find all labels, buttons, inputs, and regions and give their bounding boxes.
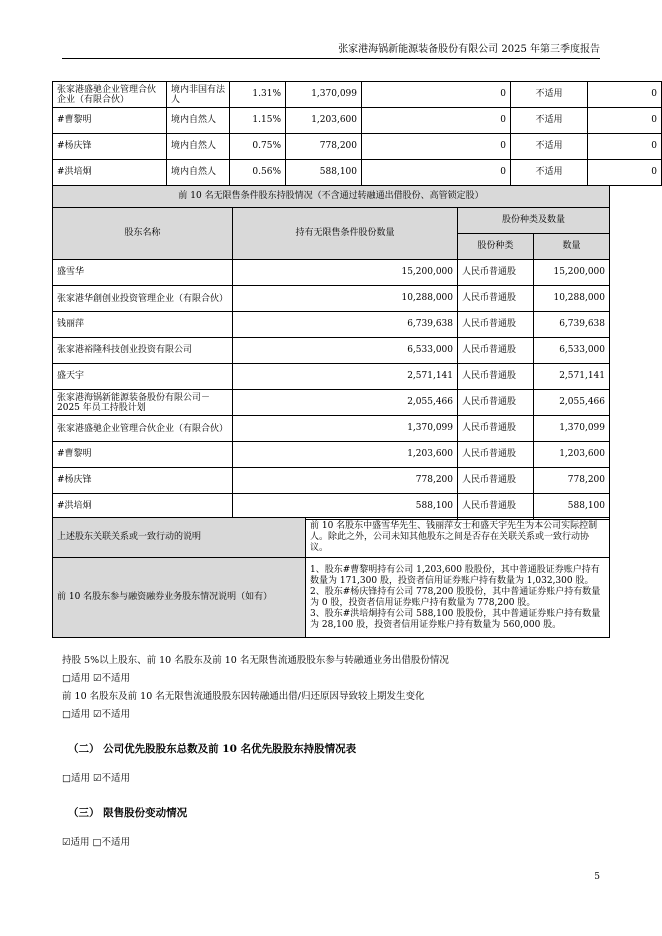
section-2-checkbox: □适用 ☑不适用 [62, 773, 131, 784]
section-3-title: （三） 限售股份变动情况 [68, 807, 188, 819]
holding-ratio: 0.75% [230, 134, 286, 160]
share-type: 人民币普通股 [458, 390, 534, 416]
col-header-qty: 数量 [534, 234, 610, 260]
share-type: 人民币普通股 [458, 338, 534, 364]
shareholder-name: #洪培炯 [53, 494, 233, 520]
col-header-shares: 持有无限售条件股份数量 [233, 208, 458, 260]
margin-item: 1、股东#曹黎明持有公司 1,203,600 股股份，其中普通股证券账户持有数量为 171,300 股，投资者信用证券账户持有数量为 1,032,300 股。 [310, 564, 600, 586]
lending-change-note: 前 10 名股东及前 10 名无限售流通股股东因转融通出借/归还原因导致较上期发生变化 [62, 691, 425, 702]
col-header-name: 股东名称 [53, 208, 233, 260]
pledge-number: 0 [588, 160, 662, 186]
share-qty: 588,100 [534, 494, 610, 520]
share-type: 人民币普通股 [458, 416, 534, 442]
unrestricted-shares: 2,571,141 [233, 364, 458, 390]
holding-shares: 1,370,099 [286, 82, 362, 108]
table-row [53, 134, 662, 160]
table-row [53, 82, 662, 108]
share-qty: 15,200,000 [534, 260, 610, 286]
margin-label: 前 10 名股东参与融资融券业务股东情况说明（如有） [53, 558, 306, 638]
margin-text [306, 558, 610, 638]
shareholder-name: 钱丽萍 [53, 312, 233, 338]
lending-checkbox: □适用 ☑不适用 [62, 673, 131, 684]
lending-note: 持股 5%以上股东、前 10 名股东及前 10 名无限售流通股股东参与转融通业务出借股份情况 [62, 655, 449, 666]
unrestricted-shares: 10,288,000 [233, 286, 458, 312]
shareholder-name: 张家港盛驰企业管理合伙企业（有限合伙） [53, 82, 167, 108]
shareholder-name: 张家港华創创业投资管理企业（有限合伙） [53, 286, 233, 312]
table-title: 前 10 名无限售条件股东持股情况（不含通过转融通出借股份、高管锁定股） [53, 186, 610, 208]
unrestricted-shares: 588,100 [233, 494, 458, 520]
shareholder-name: #杨庆锋 [53, 468, 233, 494]
shareholder-name: 盛雪华 [53, 260, 233, 286]
shareholder-notes-table [52, 517, 610, 638]
shareholder-name: #洪培炯 [53, 160, 167, 186]
restricted-shares: 0 [362, 108, 511, 134]
restricted-shares: 0 [362, 82, 511, 108]
shareholder-name: #杨庆锋 [53, 134, 167, 160]
shareholder-name: #曹黎明 [53, 108, 167, 134]
shareholder-name: #曹黎明 [53, 442, 233, 468]
unrestricted-shares: 778,200 [233, 468, 458, 494]
pledge-state: 不适用 [511, 160, 588, 186]
share-qty: 1,370,099 [534, 416, 610, 442]
col-header-type: 股份种类 [458, 234, 534, 260]
page-header [62, 44, 600, 59]
share-qty: 778,200 [534, 468, 610, 494]
header-title: 张家港海锅新能源装备股份有限公司 2025 年第三季度报告 [338, 44, 600, 55]
table-row [53, 390, 610, 416]
share-qty: 6,739,638 [534, 312, 610, 338]
share-qty: 2,055,466 [534, 390, 610, 416]
share-type: 人民币普通股 [458, 494, 534, 520]
relation-text: 前 10 名股东中盛雪华先生、钱丽萍女士和盛天宇先生为本公司实际控制人。除此之外，公司未知其他股东之间是否存在关联关系或一致行动协议。 [306, 518, 610, 558]
unrestricted-shares: 2,055,466 [233, 390, 458, 416]
restricted-shares: 0 [362, 160, 511, 186]
holding-shares: 588,100 [286, 160, 362, 186]
share-type: 人民币普通股 [458, 468, 534, 494]
table-row [53, 108, 662, 134]
shareholder-name: 张家港裕隆科技创业投资有限公司 [53, 338, 233, 364]
share-qty: 6,533,000 [534, 338, 610, 364]
holding-shares: 778,200 [286, 134, 362, 160]
margin-item: 2、股东#杨庆锋持有公司 778,200 股股份，其中普通证券账户持有数量为 0 股，投资者信用证券账户持有数量为 778,200 股。 [310, 586, 601, 608]
pledge-state: 不适用 [511, 82, 588, 108]
holding-ratio: 1.31% [230, 82, 286, 108]
margin-item: 3、股东#洪培炯持有公司 588,100 股股份，其中普通证券账户持有数量为 28,100 股，投资者信用证券账户持有数量为 560,000 股。 [310, 608, 601, 630]
table-row [53, 416, 610, 442]
shareholder-name: 张家港海锅新能源装备股份有限公司－2025 年员工持股计划 [53, 390, 233, 416]
share-type: 人民币普通股 [458, 286, 534, 312]
lending-change-checkbox: □适用 ☑不适用 [62, 709, 131, 720]
section-2-title: （二） 公司优先股股东总数及前 10 名优先股股东持股情况表 [68, 743, 357, 755]
holding-ratio: 0.56% [230, 160, 286, 186]
pledge-number: 0 [588, 108, 662, 134]
section-3-checkbox: ☑适用 □不适用 [62, 837, 131, 848]
table-row [53, 312, 610, 338]
shareholder-nature: 境内非国有法人 [167, 82, 230, 108]
pledge-state: 不适用 [511, 108, 588, 134]
table-row [53, 364, 610, 390]
share-qty: 10,288,000 [534, 286, 610, 312]
relation-label: 上述股东关联关系或一致行动的说明 [53, 518, 306, 558]
page-number: 5 [594, 872, 600, 882]
table-row [53, 468, 610, 494]
top10-unrestricted-table [52, 185, 610, 520]
pledge-number: 0 [588, 82, 662, 108]
shareholder-nature: 境内自然人 [167, 108, 230, 134]
shareholder-nature: 境内自然人 [167, 160, 230, 186]
shareholder-name: 盛天宇 [53, 364, 233, 390]
table-row [53, 518, 610, 558]
unrestricted-shares: 1,203,600 [233, 442, 458, 468]
pledge-state: 不适用 [511, 134, 588, 160]
unrestricted-shares: 1,370,099 [233, 416, 458, 442]
holding-ratio: 1.15% [230, 108, 286, 134]
table-row [53, 260, 610, 286]
shareholder-name: 张家港盛驰企业管理合伙企业（有限合伙） [53, 416, 233, 442]
unrestricted-shares: 6,533,000 [233, 338, 458, 364]
table-row [53, 558, 610, 638]
col-header-type-group: 股份种类及数量 [458, 208, 610, 234]
share-qty: 2,571,141 [534, 364, 610, 390]
unrestricted-shares: 15,200,000 [233, 260, 458, 286]
table-row [53, 160, 662, 186]
share-type: 人民币普通股 [458, 442, 534, 468]
unrestricted-shares: 6,739,638 [233, 312, 458, 338]
table-row [53, 286, 610, 312]
table-row [53, 442, 610, 468]
top-shareholder-table [52, 81, 662, 186]
shareholder-nature: 境内自然人 [167, 134, 230, 160]
table-title-row [53, 186, 610, 208]
restricted-shares: 0 [362, 134, 511, 160]
table-header-row [53, 208, 610, 234]
holding-shares: 1,203,600 [286, 108, 362, 134]
table-row [53, 494, 610, 520]
share-type: 人民币普通股 [458, 364, 534, 390]
share-type: 人民币普通股 [458, 312, 534, 338]
share-type: 人民币普通股 [458, 260, 534, 286]
pledge-number: 0 [588, 134, 662, 160]
table-row [53, 338, 610, 364]
share-qty: 1,203,600 [534, 442, 610, 468]
